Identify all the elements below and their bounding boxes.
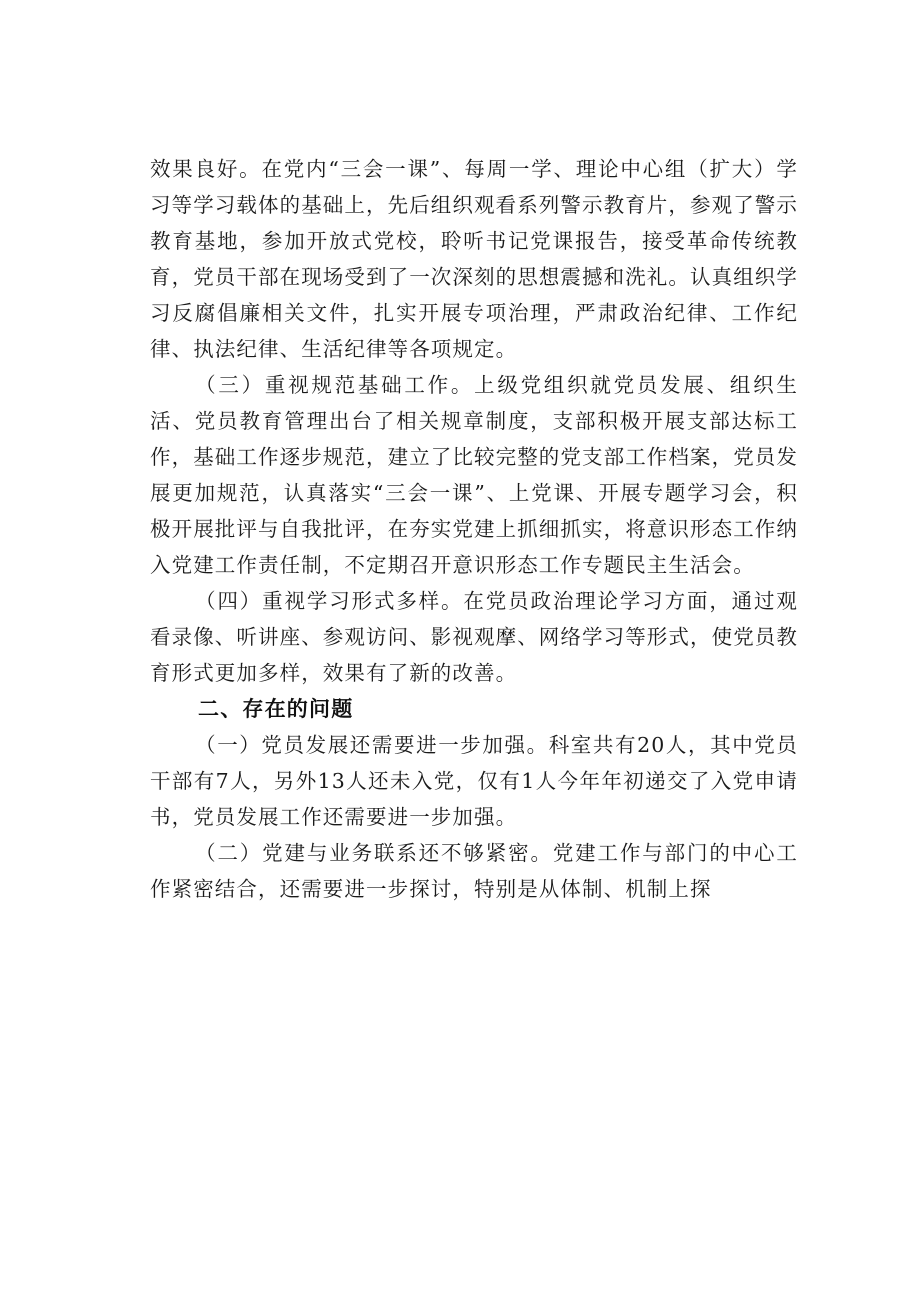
- paragraph-problem-2: （二）党建与业务联系还不够紧密。党建工作与部门的中心工作紧密结合，还需要进一步探讨，特别是从体制、机制上探: [150, 841, 798, 901]
- paragraph-continuation: 效果良好。在党内“三会一课”、每周一学、理论中心组（扩大）学习等学习载体的基础上，先后组织观看系列警示教育片，参观了警示教育基地，参加开放式党校，聆听书记党课报告，接受革命传统教育，党员干部在现场受到了一次深刻的思想震撼和洗礼。认真组织学习反腐倡廉相关文件，扎实开展专项治理，严肃政治纪律、工作纪律、执法纪律、生活纪律等各项规定。: [150, 157, 798, 361]
- paragraph-section-4: （四）重视学习形式多样。在党员政治理论学习方面，通过观看录像、听讲座、参观访问、影视观摩、网络学习等形式，使党员教育形式更加多样，效果有了新的改善。: [150, 589, 798, 685]
- paragraph-problem-1: （一）党员发展还需要进一步加强。科室共有20人，其中党员干部有7人，另外13人还未入党，仅有1人今年年初递交了入党申请书，党员发展工作还需要进一步加强。: [150, 733, 798, 829]
- section-heading: 二、存在的问题: [198, 697, 354, 721]
- paragraph-section-3: （三）重视规范基础工作。上级党组织就党员发展、组织生活、党员教育管理出台了相关规章制度，支部积极开展支部达标工作，基础工作逐步规范，建立了比较完整的党支部工作档案，党员发展更加规范，认真落实“三会一课”、上党课、开展专题学习会，积极开展批评与自我批评，在夯实党建上抓细抓实，将意识形态工作纳入党建工作责任制，不定期召开意识形态工作专题民主生活会。: [150, 373, 798, 577]
- document-body: [150, 151, 798, 907]
